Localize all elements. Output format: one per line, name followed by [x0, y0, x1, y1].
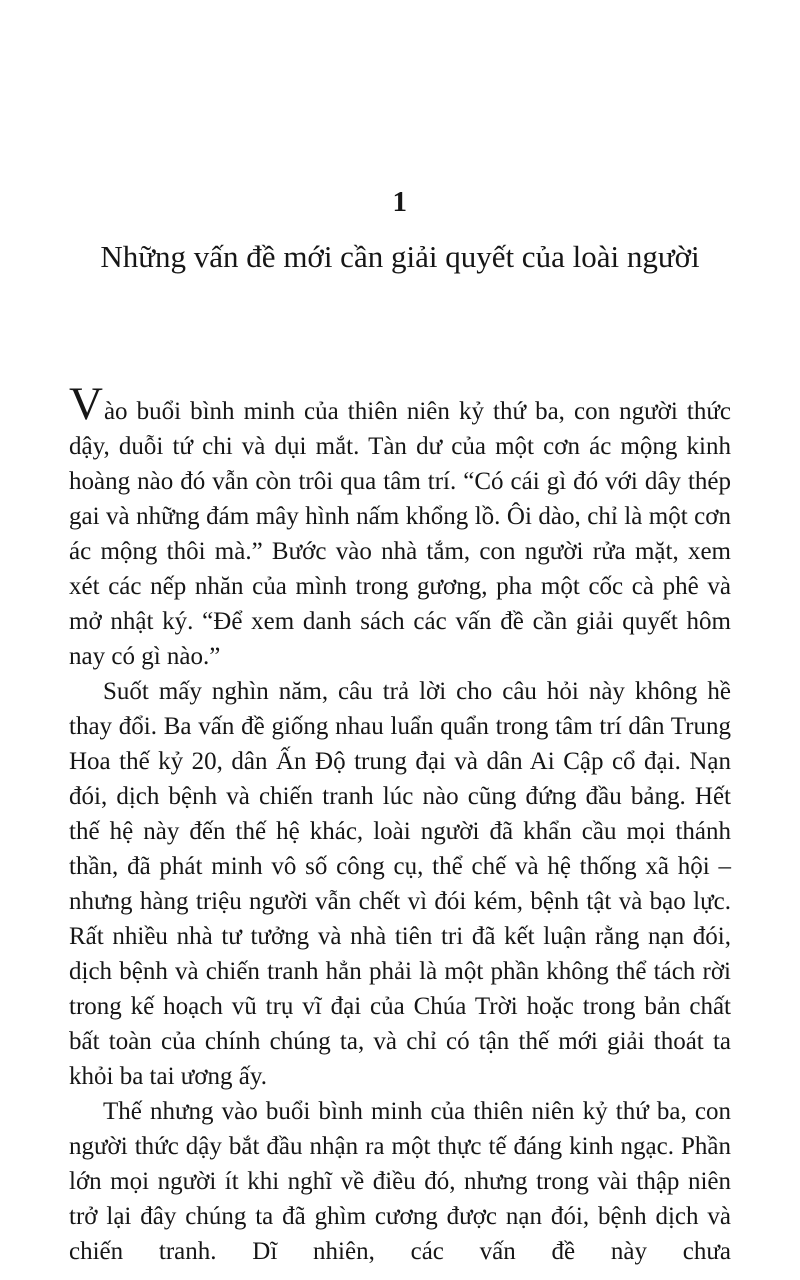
body-text: [69, 378, 731, 1269]
paragraph-3: Thế nhưng vào buổi bình minh của thiên niên kỷ thứ ba, con người thức dậy bắt đầu nhận ra một thực tế đáng kinh ngạc. Phần lớn mọi người ít khi nghĩ về điều đó, nhưng trong vài thập niên trở lại đây chúng ta đã ghìm cương được nạn đói, bệnh dịch và chiến tranh. Dĩ nhiên, các vấn đề này chưa: [69, 1098, 731, 1265]
chapter-number: 1: [392, 186, 408, 218]
paragraph-1-text: ào buổi bình minh của thiên niên kỷ thứ ba, con người thức dậy, duỗi tứ chi và dụi mắt. Tàn dư của một cơn ác mộng kinh hoàng nào đó vẫn còn trôi qua tâm trí. “Có cái gì đó với dây thép gai và những đám mây hình nấm khổng lồ. Ôi dào, chỉ là một cơn ác mộng thôi mà.” Bước vào nhà tắm, con người rửa mặt, xem xét các nếp nhăn của mình trong gương, pha một cốc cà phê và mở nhật ký. “Để xem danh sách các vấn đề cần giải quyết hôm nay có gì nào.”: [69, 398, 731, 670]
paragraph-2: Suốt mấy nghìn năm, câu trả lời cho câu hỏi này không hề thay đổi. Ba vấn đề giống nhau luẩn quẩn trong tâm trí dân Trung Hoa thế kỷ 20, dân Ấn Độ trung đại và dân Ai Cập cổ đại. Nạn đói, dịch bệnh và chiến tranh lúc nào cũng đứng đầu bảng. Hết thế hệ này đến thế hệ khác, loài người đã khẩn cầu mọi thánh thần, đã phát minh vô số công cụ, thể chế và hệ thống xã hội – nhưng hàng triệu người vẫn chết vì đói kém, bệnh tật và bạo lực. Rất nhiều nhà tư tưởng và nhà tiên tri đã kết luận rằng nạn đói, dịch bệnh và chiến tranh hẳn phải là một phần không thể tách rời trong kế hoạch vũ trụ vĩ đại của Chúa Trời hoặc trong bản chất bất toàn của chính chúng ta, và chỉ có tận thế mới giải thoát ta khỏi ba tai ương ấy.: [69, 678, 731, 1090]
paragraph-1: [69, 378, 731, 674]
drop-cap: V: [69, 378, 104, 430]
chapter-title: Những vấn đề mới cần giải quyết của loài người: [100, 239, 700, 274]
